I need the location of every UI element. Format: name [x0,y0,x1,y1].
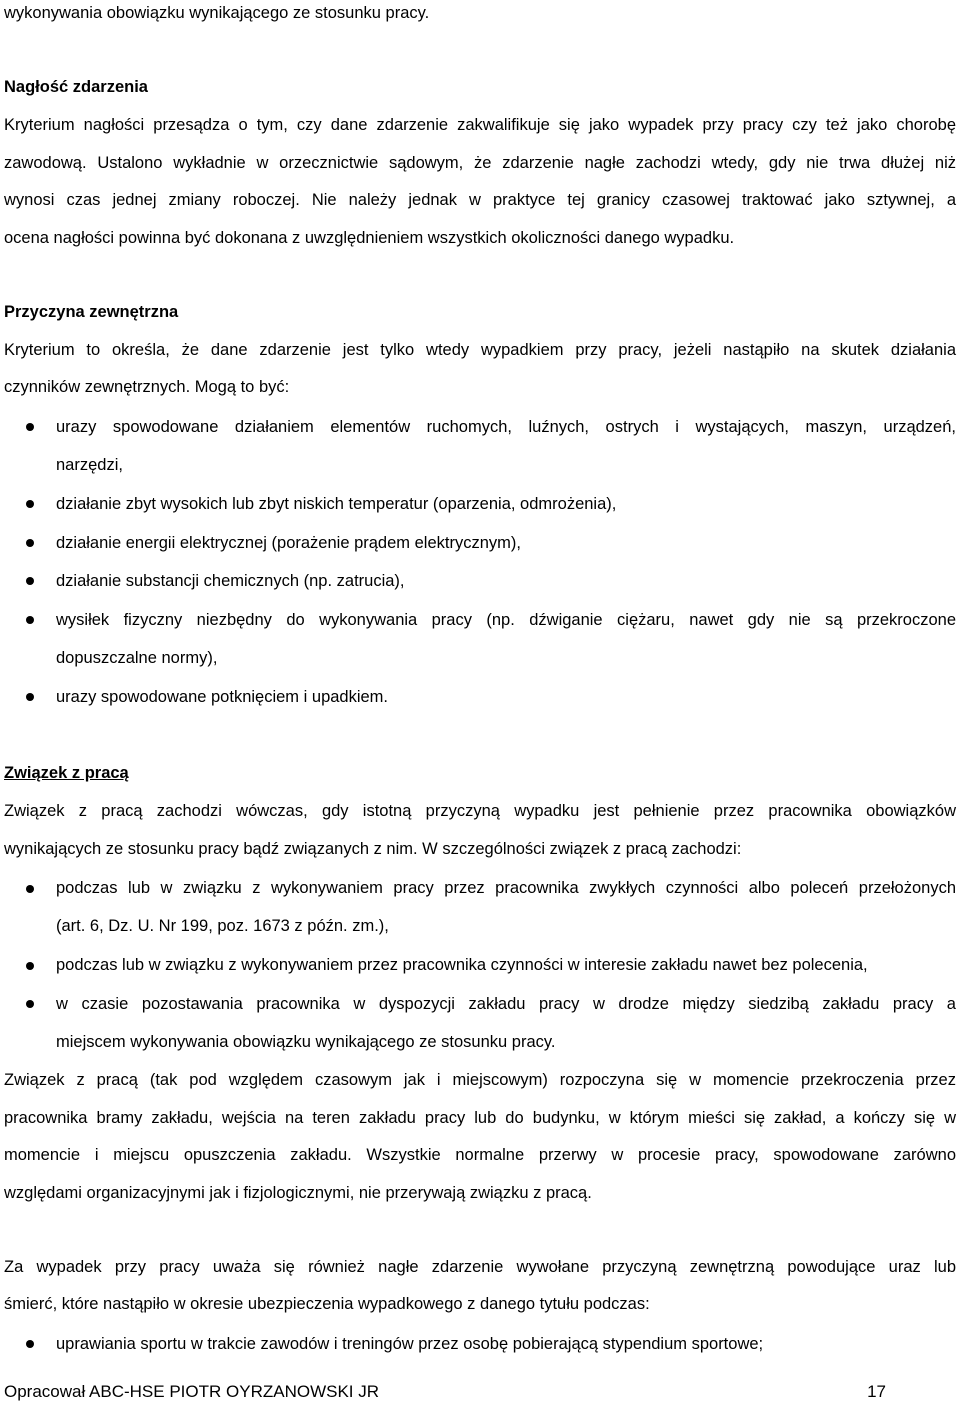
list-item-line: narzędzi, [56,456,123,474]
body-text-line: zawodową. Ustalono wykładnie w orzecznictwie sądowym, że zdarzenie nagłe zachodzi wtedy, gdy nie trwa dłużej niż [4,154,956,172]
list-item-line: wysiłek fizyczny niezbędny do wykonywania pracy (np. dźwiganie ciężaru, nawet gdy nie są przekroczone [56,611,956,629]
section-heading-przyczyna: Przyczyna zewnętrzna [4,303,179,321]
bullet-icon [26,500,34,508]
list-item-line: działanie zbyt wysokich lub zbyt niskich temperatur (oparzenia, odmrożenia), [56,495,617,513]
body-text-line: Związek z pracą zachodzi wówczas, gdy istotną przyczyną wypadku jest pełnienie przez pracownika obowiązków [4,802,956,820]
body-text-line: wynosi czas jednej zmiany roboczej. Nie należy jednak w praktyce tej granicy czasowej traktować jako sztywnej, a [4,191,956,209]
bullet-icon [26,693,34,701]
page-number: 17 [867,1382,886,1401]
list-item-line: dopuszczalne normy), [56,649,218,667]
bullet-icon [26,616,34,624]
list-item-line: urazy spowodowane działaniem elementów ruchomych, luźnych, ostrych i wystających, maszyn, urządzeń, [56,418,956,436]
body-text-line: śmierć, które nastąpiło w okresie ubezpieczenia wypadkowego z danego tytułu podczas: [4,1295,650,1313]
list-item-line: miejscem wykonywania obowiązku wynikającego ze stosunku pracy. [56,1033,556,1051]
body-text-line: czynników zewnętrznych. Mogą to być: [4,378,290,396]
body-text-line: Kryterium nagłości przesądza o tym, czy dane zdarzenie zakwalifikuje się jako wypadek przy pracy czy też jako chorobę [4,116,956,134]
body-text-line: wynikających ze stosunku pracy bądź związanych z nim. W szczególności związek z pracą zachodzi: [4,840,742,858]
list-item-line: działanie energii elektrycznej (porażenie prądem elektrycznym), [56,534,521,552]
bullet-icon [26,1000,34,1008]
body-text-line: Za wypadek przy pracy uważa się również nagłe zdarzenie wywołane przyczyną zewnętrzną powodujące uraz lub [4,1258,956,1276]
section-heading-zwiazek: Związek z pracą [4,764,129,782]
footer-author: Opracował ABC-HSE PIOTR OYRZANOWSKI JR [4,1382,380,1401]
list-item-line: (art. 6, Dz. U. Nr 199, poz. 1673 z późn. zm.), [56,917,389,935]
body-text-line: względami organizacyjnymi jak i fizjologicznymi, nie przerywają związku z pracą. [4,1184,592,1202]
body-text-line: Kryterium to określa, że dane zdarzenie jest tylko wtedy wypadkiem przy pracy, jeżeli nastąpiło na skutek działania [4,341,956,359]
bullet-icon [26,1340,34,1348]
bullet-icon [26,885,34,893]
list-item-line: urazy spowodowane potknięciem i upadkiem. [56,688,389,706]
page-footer [4,1381,956,1403]
body-text-line: ocena nagłości powinna być dokonana z uwzględnieniem wszystkich okoliczności danego wypadku. [4,229,735,247]
bullet-icon [26,539,34,547]
list-item-line: uprawiania sportu w trakcie zawodów i treningów przez osobę pobierającą stypendium sportowe; [56,1335,764,1353]
bullet-icon [26,577,34,585]
list-item-line: podczas lub w związku z wykonywaniem przez pracownika czynności w interesie zakładu nawet bez polecenia, [56,956,868,974]
section-heading-naglosc: Nagłość zdarzenia [4,78,148,96]
body-text-line: momencie i miejscu opuszczenia zakładu. Wszystkie normalne przerwy w procesie pracy, spowodowane zarówno [4,1146,956,1164]
body-text-line: Związek z pracą (tak pod względem czasowym jak i miejscowym) rozpoczyna się w momencie przekroczenia przez [4,1071,956,1089]
body-text-line: pracownika bramy zakładu, wejścia na teren zakładu pracy lub do budynku, w którym mieści się zakład, a kończy się w [4,1109,956,1127]
list-item-line: działanie substancji chemicznych (np. zatrucia), [56,572,405,590]
list-item-line: w czasie pozostawania pracownika w dyspozycji zakładu pracy w drodze między siedzibą zakładu pracy a [56,995,956,1013]
bullet-icon [26,962,34,970]
body-text-line: wykonywania obowiązku wynikającego ze stosunku pracy. [4,4,430,22]
bullet-icon [26,423,34,431]
list-item-line: podczas lub w związku z wykonywaniem pracy przez pracownika zwykłych czynności albo poleceń przełożonych [56,879,956,897]
